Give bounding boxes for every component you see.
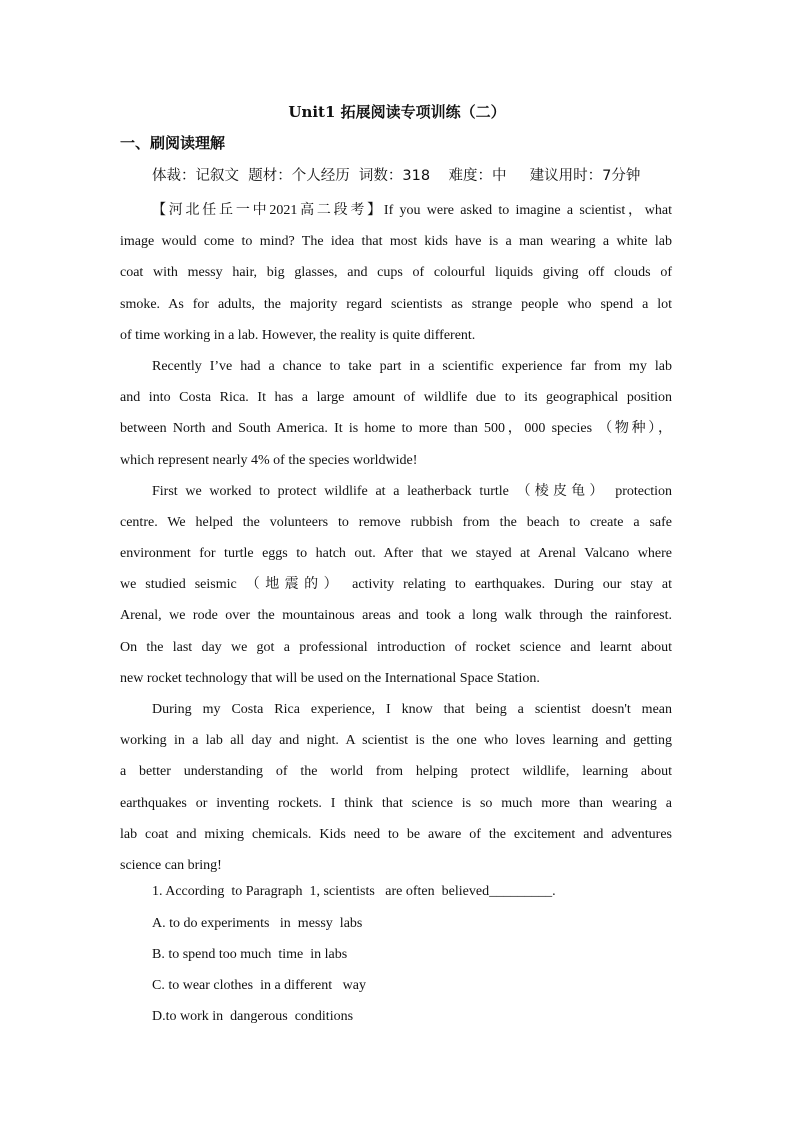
passage-line: During my Costa Rica experience, I know that being a scientist doesn't mean xyxy=(152,702,672,717)
passage-line: and into Costa Rica. It has a large amount of wildlife due to its geographical position xyxy=(120,390,672,406)
passage-line: On the last day we got a professional introduction of rocket science and learnt about xyxy=(120,639,672,655)
passage-line: 【河北任丘一中2021高二段考】If you were asked to imagine a scientist，what xyxy=(152,203,672,218)
passage-line: smoke. As for adults, the majority regard scientists as strange people who spend a lot xyxy=(120,296,672,312)
passage-line: lab coat and mixing chemicals. Kids need to be aware of the excitement and adventures xyxy=(120,826,672,842)
passage-line: earthquakes or inventing rockets. I think that science is so much more than wearing a xyxy=(120,795,672,811)
passage-body xyxy=(120,195,672,881)
passage-line: between North and South America. It is home to more than 500，000 species （物种）， xyxy=(120,421,672,437)
passage-line: which represent nearly 4% of the species worldwide! xyxy=(120,452,418,468)
passage-line: we studied seismic （地震的） activity relating to earthquakes. During our stay at xyxy=(120,577,672,593)
passage-line: centre. We helped the volunteers to remove rubbish from the beach to create a safe xyxy=(120,514,672,530)
question-stem: 1. According to Paragraph 1, scientists are often believed_________. xyxy=(152,884,556,899)
passage-line: environment for turtle eggs to hatch out. After that we stayed at Arenal Valcano where xyxy=(120,546,672,562)
reading-meta-info: 体裁：记叙文 题材：个人经历 词数：318 难度：中 建议用时：7分钟 xyxy=(152,168,641,184)
answer-option-c: C. to wear clothes in a different way xyxy=(152,978,366,993)
answer-option-b: B. to spend too much time in labs xyxy=(152,947,348,962)
answer-option-a: A. to do experiments in messy labs xyxy=(152,916,363,931)
passage-line: of time working in a lab. However, the reality is quite different. xyxy=(120,327,476,343)
passage-paragraph xyxy=(120,694,672,881)
page-title: Unit1 拓展阅读专项训练（二） xyxy=(288,103,506,121)
answer-option-d: D.to work in dangerous conditions xyxy=(152,1009,354,1024)
passage-line: new rocket technology that will be used on the International Space Station. xyxy=(120,670,540,686)
passage-paragraph xyxy=(120,476,672,694)
passage-line: a better understanding of the world from helping protect wildlife, learning about xyxy=(120,764,672,780)
passage-line: First we worked to protect wildlife at a leatherback turtle （棱皮龟） protection xyxy=(152,483,672,499)
passage-line: Recently I’ve had a chance to take part in a scientific experience far from my lab xyxy=(152,358,672,374)
passage-line: image would come to mind? The idea that most kids have is a man wearing a white lab xyxy=(120,234,672,250)
passage-paragraph xyxy=(120,351,672,476)
section-heading: 一、刷阅读理解 xyxy=(120,134,226,152)
passage-line: Arenal, we rode over the mountainous areas and took a long walk through the rainforest. xyxy=(120,608,672,624)
passage-line: science can bring! xyxy=(120,857,222,873)
passage-paragraph xyxy=(120,195,672,351)
passage-line: working in a lab all day and night. A scientist is the one who loves learning and getting xyxy=(120,733,672,749)
passage-line: coat with messy hair, big glasses, and cups of colourful liquids giving off clouds of xyxy=(120,265,672,281)
